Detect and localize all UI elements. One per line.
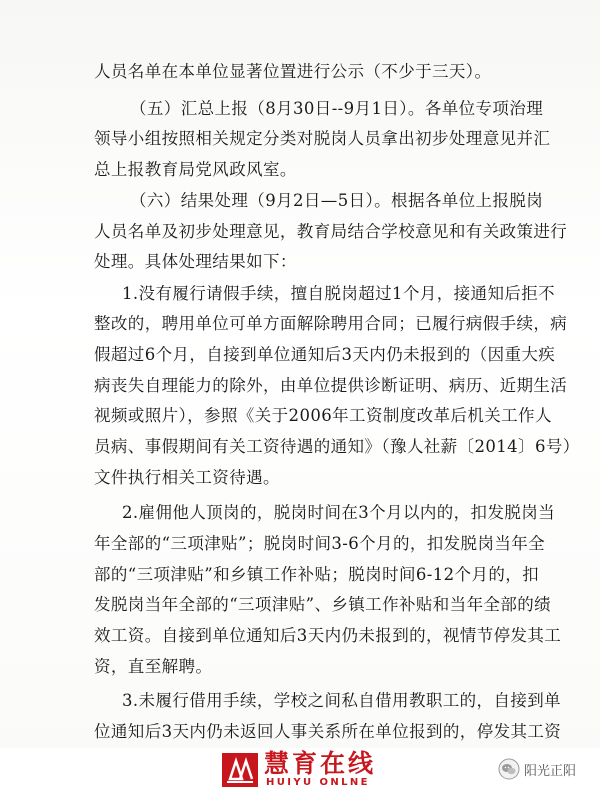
text-line: 发脱岗当年全部的“三项津贴”、乡镇工作补贴和当年全部的绩 bbox=[94, 595, 552, 614]
text-line: 领导小组按照相关规定分类对脱岗人员拿出初步处理意见并汇 bbox=[94, 129, 551, 148]
watermark bbox=[498, 757, 576, 781]
text-line: 1.没有履行请假手续，擅自脱岗超过1个月，接通知后拒不 bbox=[122, 284, 556, 303]
text-line: 人员名单及初步处理意见，教育局结合学校意见和有关政策进行 bbox=[94, 222, 568, 241]
text-line: 3.未履行借用手续，学校之间私自借用教职工的，自接到单 bbox=[122, 691, 562, 710]
text-line: 2.雇佣他人顶岗的，脱岗时间在3个月以内的，扣发脱岗当 bbox=[122, 503, 556, 522]
text-line: 部的“三项津贴”和乡镇工作补贴；脱岗时间6-12个月的，扣 bbox=[94, 565, 540, 584]
text-line: 人员名单在本单位显著位置进行公示（不少于三天）。 bbox=[94, 62, 492, 81]
text-line: 资，直至解聘。 bbox=[94, 657, 213, 676]
wechat-icon bbox=[498, 758, 520, 780]
text-line: 处理。具体处理结果如下： bbox=[94, 252, 297, 271]
text-line: 年全部的“三项津贴”；脱岗时间3-6个月的，扣发脱岗当年全 bbox=[94, 534, 546, 553]
text-line: 效工资。自接到单位通知后3天内仍未报到的，视情节停发其工 bbox=[94, 626, 562, 645]
logo-chinese-text: 慧育在线 bbox=[264, 749, 377, 778]
text-line: 病丧失自理能力的除外，由单位提供诊断证明、病历、近期生活 bbox=[94, 376, 568, 395]
text-line: 总上报教育局党风政风室。 bbox=[94, 160, 297, 179]
text-line: 员病、事假期间有关工资待遇的通知》（豫人社薪〔2014〕6号） bbox=[94, 437, 580, 456]
watermark-text: 阳光正阳 bbox=[524, 763, 577, 779]
text-line: 整改的，聘用单位可单方面解除聘用合同；已履行病假手续，病 bbox=[94, 314, 568, 333]
text-line: 假超过6个月，自接到单位通知后3天内仍未报到的（因重大疾 bbox=[94, 345, 556, 364]
text-line: （六）结果处理（9月2日—5日）。根据各单位上报脱岗 bbox=[130, 191, 544, 210]
logo-english-text: HUIYU ONLNE bbox=[266, 777, 370, 788]
text-line: （五）汇总上报（8月30日--9月1日）。各单位专项治理 bbox=[130, 99, 544, 118]
text-line: 位通知后3天内仍未返回人事关系所在单位报到的，停发其工资 bbox=[94, 722, 562, 741]
huiyu-logo bbox=[222, 751, 382, 789]
text-line: 文件执行相关工资待遇。 bbox=[94, 468, 280, 487]
text-line: 视频或照片），参照《关于2006年工资制度改革后机关工作人 bbox=[94, 406, 552, 425]
logo-mark-icon bbox=[222, 753, 258, 787]
